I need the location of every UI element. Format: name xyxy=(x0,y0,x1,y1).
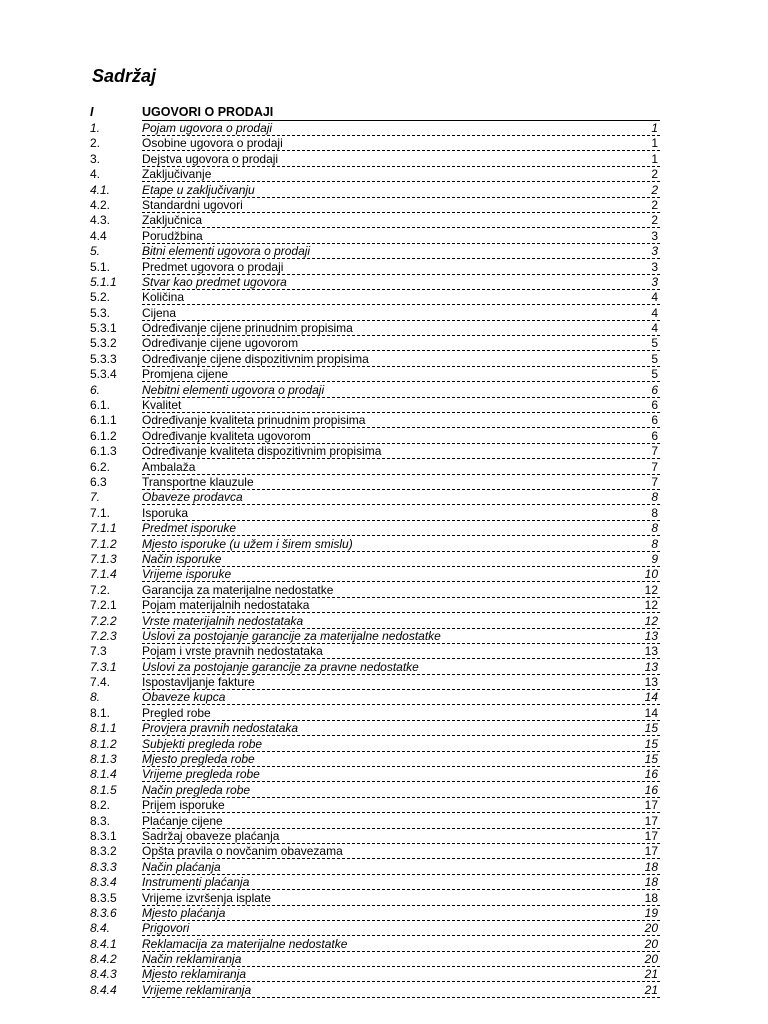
toc-entry-number: 6.1.2 xyxy=(90,428,117,443)
toc-entry-page: 13 xyxy=(644,644,658,659)
toc-entry-number: 8.4.2 xyxy=(90,952,117,967)
toc-entry[interactable] xyxy=(90,967,660,982)
toc-entry-leader xyxy=(142,321,660,336)
toc-entry-number: 6.1.1 xyxy=(90,413,117,428)
toc-entry-number: 8.1.2 xyxy=(90,736,117,751)
toc-entry-number: 7.2.3 xyxy=(90,628,117,643)
toc-entry-number: 5.3.4 xyxy=(90,367,117,382)
toc-entry-number: 2. xyxy=(90,136,101,151)
toc-entry-number: 8.3.6 xyxy=(90,905,117,920)
toc-entry[interactable] xyxy=(90,336,660,351)
toc-entry-title: Pojam i vrste pravnih nedostataka xyxy=(142,644,323,659)
toc-entry-page: 4 xyxy=(651,290,658,305)
toc-entry-leader xyxy=(142,814,660,829)
toc-entry-page: 5 xyxy=(651,351,658,366)
toc-entry-leader xyxy=(142,629,660,644)
toc-entry-title: Sadržaj obaveze plaćanja xyxy=(142,828,280,843)
toc-entry[interactable] xyxy=(90,921,660,936)
toc-entry-number: 7.2. xyxy=(90,582,111,597)
toc-entry[interactable] xyxy=(90,367,660,382)
toc-entry-leader xyxy=(142,644,660,659)
toc-entry-leader xyxy=(142,506,660,521)
toc-entry-title: Određivanje cijene ugovorom xyxy=(142,336,299,351)
toc-entry-title: Predmet isporuke xyxy=(142,521,237,536)
toc-entry-leader xyxy=(142,567,660,582)
toc-entry-page: 8 xyxy=(651,521,658,536)
toc-entry[interactable] xyxy=(90,952,660,967)
toc-entry-page: 12 xyxy=(644,582,658,597)
toc-entry-leader xyxy=(142,275,660,290)
toc-entry-number: 7.1. xyxy=(90,505,111,520)
toc-entry-page: 18 xyxy=(644,859,658,874)
toc-entry-leader xyxy=(142,152,660,167)
toc-entry[interactable] xyxy=(90,398,660,413)
toc-entry-title: Promjena cijene xyxy=(142,367,229,382)
toc-entry-page: 10 xyxy=(644,567,658,582)
toc-entry[interactable] xyxy=(90,321,660,336)
toc-entry-leader xyxy=(142,937,660,952)
toc-entry-number: 5.2. xyxy=(90,290,111,305)
toc-entry-number: 6.3 xyxy=(90,474,107,489)
toc-entry[interactable] xyxy=(90,614,660,629)
toc-entry-leader xyxy=(142,213,660,228)
toc-entry-number: 5. xyxy=(90,244,101,259)
toc-entry-leader xyxy=(142,490,660,505)
toc-entry-title: Vrijeme pregleda robe xyxy=(142,767,260,782)
toc-entry-number: 8.4. xyxy=(90,921,111,936)
toc-entry[interactable] xyxy=(90,306,660,321)
toc-entry[interactable] xyxy=(90,844,660,859)
toc-entry-page: 20 xyxy=(644,921,658,936)
toc-entry-number: 6. xyxy=(90,382,101,397)
toc-entry-title: Standardni ugovori xyxy=(142,197,243,212)
toc-entry-number: 4.1. xyxy=(90,182,111,197)
toc-entry[interactable] xyxy=(90,675,660,690)
toc-entry-leader xyxy=(142,229,660,244)
toc-entry-title: Plaćanje cijene xyxy=(142,813,223,828)
toc-entry[interactable] xyxy=(90,521,660,536)
toc-entry-title: Obaveze kupca xyxy=(142,690,226,705)
toc-entry-page: 2 xyxy=(651,167,658,182)
toc-entry-page: 6 xyxy=(651,382,658,397)
toc-entry-title: Ispostavljanje fakture xyxy=(142,675,255,690)
toc-entry-number: 8.3.3 xyxy=(90,859,117,874)
page-title: Sadržaj xyxy=(92,66,157,86)
toc-entry-leader xyxy=(142,598,660,613)
toc-entry-page: 14 xyxy=(644,705,658,720)
toc-entry[interactable] xyxy=(90,198,660,213)
toc-entry-title: Provjera pravnih nedostataka xyxy=(142,721,299,736)
toc-entry[interactable] xyxy=(90,690,660,705)
toc-entry-number: 8.3.2 xyxy=(90,844,117,859)
toc-entry[interactable] xyxy=(90,121,660,136)
toc-entry-number: 5.3.3 xyxy=(90,351,117,366)
toc-entry[interactable] xyxy=(90,829,660,844)
toc-entry-title: Cijena xyxy=(142,305,177,320)
toc-entry-leader xyxy=(142,706,660,721)
toc-entry-number: 8.3.1 xyxy=(90,828,117,843)
toc-entry-page: 13 xyxy=(644,628,658,643)
toc-entry-number: 8.4.3 xyxy=(90,967,117,982)
toc-entry-title: Određivanje kvaliteta prinudnim propisima xyxy=(142,413,366,428)
toc-entry-leader xyxy=(142,660,660,675)
toc-entry-page: 3 xyxy=(651,244,658,259)
toc-entry-number: 8.4.4 xyxy=(90,982,117,997)
toc-entry-leader xyxy=(142,967,660,982)
toc-entry-leader xyxy=(142,783,660,798)
toc-entry-title: Obaveze prodavca xyxy=(142,490,243,505)
toc-entry-number: 8.1. xyxy=(90,705,111,720)
toc-entry[interactable] xyxy=(90,583,660,598)
toc-entry-leader xyxy=(142,767,660,782)
toc-entry-leader xyxy=(142,136,660,151)
toc-entry[interactable] xyxy=(90,752,660,767)
toc-entry-page: 19 xyxy=(644,905,658,920)
toc-entry-leader xyxy=(142,829,660,844)
toc-entry-leader xyxy=(142,398,660,413)
toc-entry-page: 3 xyxy=(651,259,658,274)
toc-entry-page: 14 xyxy=(644,690,658,705)
toc-entry-title: Opšta pravila o novčanim obavezama xyxy=(142,844,343,859)
toc-entry[interactable] xyxy=(90,860,660,875)
toc-entry-page: 3 xyxy=(651,228,658,243)
toc-entry-title: Uslovi za postojanje garancije za materijalne nedostatke xyxy=(142,628,441,643)
toc-entry-page: 21 xyxy=(644,967,658,982)
toc-entry-leader xyxy=(142,460,660,475)
toc-entry-leader xyxy=(142,383,660,398)
toc-entry-page: 8 xyxy=(651,490,658,505)
toc-entry-page: 12 xyxy=(644,613,658,628)
toc-entry[interactable] xyxy=(90,798,660,813)
toc-entry-title: Način isporuke xyxy=(142,551,222,566)
toc-entry-title: Prigovori xyxy=(142,921,190,936)
toc-entry-leader xyxy=(142,875,660,890)
toc-entry-leader xyxy=(142,198,660,213)
toc-entry-page: 17 xyxy=(644,828,658,843)
toc-entry[interactable] xyxy=(90,490,660,505)
toc-entry[interactable] xyxy=(90,429,660,444)
toc-entry-leader xyxy=(142,336,660,351)
toc-entry[interactable] xyxy=(90,629,660,644)
toc-entry-title: Osobine ugovora o prodaji xyxy=(142,136,283,151)
toc-entry-page: 13 xyxy=(644,675,658,690)
toc-entry[interactable] xyxy=(90,567,660,582)
toc-entry-number: 6.1.3 xyxy=(90,444,117,459)
toc-entry-leader xyxy=(142,891,660,906)
toc-entry-number: 7.1.2 xyxy=(90,536,117,551)
toc-entry-title: Vrijeme isporuke xyxy=(142,567,232,582)
toc-entry-number: 8. xyxy=(90,690,101,705)
toc-entry[interactable] xyxy=(90,244,660,259)
table-of-contents xyxy=(90,121,660,998)
toc-entry-title: Mjesto reklamiranja xyxy=(142,967,247,982)
toc-entry-leader xyxy=(142,737,660,752)
toc-entry-number: 7.3.1 xyxy=(90,659,117,674)
toc-entry-title: Reklamacija za materijalne nedostatke xyxy=(142,936,348,951)
toc-entry-title: Uslovi za postojanje garancije za pravne nedostatke xyxy=(142,659,419,674)
toc-entry-title: Određivanje cijene dispozitivnim propisima xyxy=(142,351,369,366)
toc-entry-number: 6.1. xyxy=(90,398,111,413)
toc-entry-leader xyxy=(142,752,660,767)
toc-entry-number: 7. xyxy=(90,490,101,505)
toc-entry-leader xyxy=(142,860,660,875)
toc-entry-title: Kvalitet xyxy=(142,398,182,413)
toc-entry-title: Zaključivanje xyxy=(142,167,212,182)
toc-entry-title: Etape u zaključivanju xyxy=(142,182,255,197)
toc-entry-title: Dejstva ugovora o prodaji xyxy=(142,151,279,166)
toc-entry-number: 8.1.4 xyxy=(90,767,117,782)
toc-entry[interactable] xyxy=(90,937,660,952)
toc-entry-page: 7 xyxy=(651,474,658,489)
toc-entry-leader xyxy=(142,167,660,182)
toc-entry-title: Način plaćanja xyxy=(142,859,221,874)
section-header[interactable] xyxy=(90,105,660,120)
toc-entry[interactable] xyxy=(90,906,660,921)
toc-entry-leader xyxy=(142,690,660,705)
toc-entry-number: 8.3.4 xyxy=(90,875,117,890)
toc-entry-page: 15 xyxy=(644,736,658,751)
toc-entry-leader xyxy=(142,906,660,921)
toc-entry-page: 2 xyxy=(651,182,658,197)
toc-entry-title: Pregled robe xyxy=(142,705,211,720)
toc-entry-page: 7 xyxy=(651,459,658,474)
toc-entry-page: 6 xyxy=(651,398,658,413)
toc-entry-leader xyxy=(142,367,660,382)
toc-entry-page: 4 xyxy=(651,305,658,320)
toc-entry-title: Način pregleda robe xyxy=(142,782,251,797)
toc-entry-page: 21 xyxy=(644,982,658,997)
toc-entry[interactable] xyxy=(90,229,660,244)
toc-entry-leader xyxy=(142,290,660,305)
toc-entry-title: Subjekti pregleda robe xyxy=(142,736,263,751)
toc-entry-number: 6.2. xyxy=(90,459,111,474)
toc-entry-leader xyxy=(142,306,660,321)
toc-entry-title: Porudžbina xyxy=(142,228,203,243)
toc-entry-number: 3. xyxy=(90,151,101,166)
toc-entry-leader xyxy=(142,521,660,536)
toc-entry-page: 15 xyxy=(644,721,658,736)
toc-entry-title: Nebitni elementi ugovora o prodaji xyxy=(142,382,325,397)
toc-entry[interactable] xyxy=(90,183,660,198)
toc-entry-number: 5.3.1 xyxy=(90,321,117,336)
toc-entry-page: 1 xyxy=(651,121,658,135)
toc-entry-title: Pojam ugovora o prodaji xyxy=(142,121,273,135)
toc-entry[interactable] xyxy=(90,598,660,613)
toc-entry-leader xyxy=(142,260,660,275)
toc-entry-page: 1 xyxy=(651,151,658,166)
toc-entry-leader xyxy=(142,244,660,259)
toc-entry-number: 8.2. xyxy=(90,798,111,813)
toc-entry-leader xyxy=(142,552,660,567)
toc-entry-title: Bitni elementi ugovora o prodaji xyxy=(142,244,311,259)
toc-entry[interactable] xyxy=(90,460,660,475)
toc-entry[interactable] xyxy=(90,783,660,798)
toc-entry-title: Određivanje cijene prinudnim propisima xyxy=(142,321,353,336)
toc-entry-number: 8.1.3 xyxy=(90,752,117,767)
toc-entry[interactable] xyxy=(90,644,660,659)
toc-entry-leader xyxy=(142,352,660,367)
toc-entry-number: 5.1. xyxy=(90,259,111,274)
toc-entry-title: Transportne klauzule xyxy=(142,474,254,489)
toc-entry-title: Način reklamiranja xyxy=(142,952,242,967)
toc-entry[interactable] xyxy=(90,275,660,290)
toc-entry-number: 8.4.1 xyxy=(90,936,117,951)
toc-entry-title: Vrijeme reklamiranja xyxy=(142,982,252,997)
toc-entry-page: 6 xyxy=(651,428,658,443)
toc-entry-leader xyxy=(142,444,660,459)
toc-entry-page: 17 xyxy=(644,813,658,828)
toc-entry-leader xyxy=(142,121,660,136)
toc-entry[interactable] xyxy=(90,891,660,906)
toc-entry-page: 8 xyxy=(651,536,658,551)
toc-entry-leader xyxy=(142,583,660,598)
toc-entry[interactable] xyxy=(90,552,660,567)
toc-entry[interactable] xyxy=(90,213,660,228)
toc-entry-page: 20 xyxy=(644,952,658,967)
toc-entry-page: 16 xyxy=(644,782,658,797)
toc-entry-page: 17 xyxy=(644,798,658,813)
toc-entry-number: 8.1.1 xyxy=(90,721,117,736)
toc-entry-number: 7.3 xyxy=(90,644,107,659)
toc-entry-title: Stvar kao predmet ugovora xyxy=(142,274,287,289)
toc-entry-page: 5 xyxy=(651,367,658,382)
toc-entry-number: 7.2.1 xyxy=(90,598,117,613)
toc-entry-number: 4.3. xyxy=(90,213,111,228)
toc-entry-title: Isporuka xyxy=(142,505,189,520)
toc-entry-page: 1 xyxy=(651,136,658,151)
toc-entry-number: 1. xyxy=(90,121,101,135)
toc-entry[interactable] xyxy=(90,537,660,552)
toc-entry[interactable] xyxy=(90,444,660,459)
section-number: I xyxy=(90,105,94,119)
toc-entry-page: 17 xyxy=(644,844,658,859)
toc-entry-page: 7 xyxy=(651,444,658,459)
toc-entry-number: 7.4. xyxy=(90,675,111,690)
toc-entry-title: Vrste materijalnih nedostataka xyxy=(142,613,304,628)
toc-entry-title: Garancija za materijalne nedostatke xyxy=(142,582,334,597)
toc-entry-page: 12 xyxy=(644,598,658,613)
toc-entry-page: 9 xyxy=(651,551,658,566)
toc-entry[interactable] xyxy=(90,814,660,829)
toc-entry-number: 4. xyxy=(90,167,101,182)
toc-entry[interactable] xyxy=(90,983,660,998)
toc-entry-title: Ambalaža xyxy=(142,459,196,474)
toc-entry-leader xyxy=(142,952,660,967)
toc-entry-leader xyxy=(142,844,660,859)
toc-entry-leader xyxy=(142,537,660,552)
toc-entry[interactable] xyxy=(90,383,660,398)
toc-entry-title: Mjesto isporuke (u užem i širem smislu) xyxy=(142,536,353,551)
toc-entry-page: 8 xyxy=(651,505,658,520)
toc-entry[interactable] xyxy=(90,660,660,675)
toc-entry[interactable] xyxy=(90,737,660,752)
toc-entry-leader xyxy=(142,721,660,736)
toc-entry-leader xyxy=(142,921,660,936)
toc-entry-page: 15 xyxy=(644,752,658,767)
toc-entry-number: 8.3. xyxy=(90,813,111,828)
toc-entry[interactable] xyxy=(90,475,660,490)
toc-entry[interactable] xyxy=(90,413,660,428)
toc-entry-leader xyxy=(142,675,660,690)
toc-entry-page: 13 xyxy=(644,659,658,674)
toc-entry-number: 5.3. xyxy=(90,305,111,320)
toc-entry-number: 7.1.3 xyxy=(90,551,117,566)
toc-entry-title: Količina xyxy=(142,290,185,305)
toc-entry-number: 5.1.1 xyxy=(90,274,117,289)
toc-entry[interactable] xyxy=(90,352,660,367)
toc-entry-title: Vrijeme izvršenja isplate xyxy=(142,890,271,905)
toc-entry-number: 7.2.2 xyxy=(90,613,117,628)
toc-entry-number: 8.1.5 xyxy=(90,782,117,797)
toc-entry[interactable] xyxy=(90,152,660,167)
toc-entry-number: 8.3.5 xyxy=(90,890,117,905)
toc-entry-leader xyxy=(142,183,660,198)
toc-entry-page: 3 xyxy=(651,274,658,289)
toc-entry-number: 5.3.2 xyxy=(90,336,117,351)
toc-entry[interactable] xyxy=(90,706,660,721)
toc-entry-leader xyxy=(142,475,660,490)
toc-entry-page: 18 xyxy=(644,890,658,905)
toc-entry-page: 20 xyxy=(644,936,658,951)
toc-entry[interactable] xyxy=(90,721,660,736)
toc-entry-title: Određivanje kvaliteta dispozitivnim propisima xyxy=(142,444,382,459)
toc-entry-title: Prijem isporuke xyxy=(142,798,225,813)
toc-entry-title: Instrumenti plaćanja xyxy=(142,875,250,890)
toc-entry[interactable] xyxy=(90,506,660,521)
toc-entry-number: 7.1.4 xyxy=(90,567,117,582)
section-title: UGOVORI O PRODAJI xyxy=(142,105,660,121)
toc-entry-page: 5 xyxy=(651,336,658,351)
toc-entry-title: Predmet ugovora o prodaji xyxy=(142,259,284,274)
toc-entry-leader xyxy=(142,983,660,998)
toc-entry-leader xyxy=(142,429,660,444)
toc-entry-page: 2 xyxy=(651,213,658,228)
toc-entry-leader xyxy=(142,798,660,813)
toc-entry-number: 4.4 xyxy=(90,228,107,243)
toc-entry-title: Zaključnica xyxy=(142,213,203,228)
toc-entry[interactable] xyxy=(90,260,660,275)
toc-entry-page: 16 xyxy=(644,767,658,782)
toc-entry[interactable] xyxy=(90,136,660,151)
toc-entry-number: 7.1.1 xyxy=(90,521,117,536)
toc-entry-title: Mjesto plaćanja xyxy=(142,905,226,920)
toc-entry-title: Određivanje kvaliteta ugovorom xyxy=(142,428,311,443)
toc-entry-title: Pojam materijalnih nedostataka xyxy=(142,598,310,613)
toc-entry-leader xyxy=(142,614,660,629)
toc-entry-page: 2 xyxy=(651,197,658,212)
toc-entry-page: 4 xyxy=(651,321,658,336)
toc-entry-leader xyxy=(142,413,660,428)
toc-entry[interactable] xyxy=(90,875,660,890)
toc-entry-page: 18 xyxy=(644,875,658,890)
toc-entry-page: 6 xyxy=(651,413,658,428)
toc-entry[interactable] xyxy=(90,767,660,782)
toc-entry[interactable] xyxy=(90,290,660,305)
toc-entry[interactable] xyxy=(90,167,660,182)
toc-entry-number: 4.2. xyxy=(90,197,111,212)
toc-entry-title: Mjesto pregleda robe xyxy=(142,752,255,767)
